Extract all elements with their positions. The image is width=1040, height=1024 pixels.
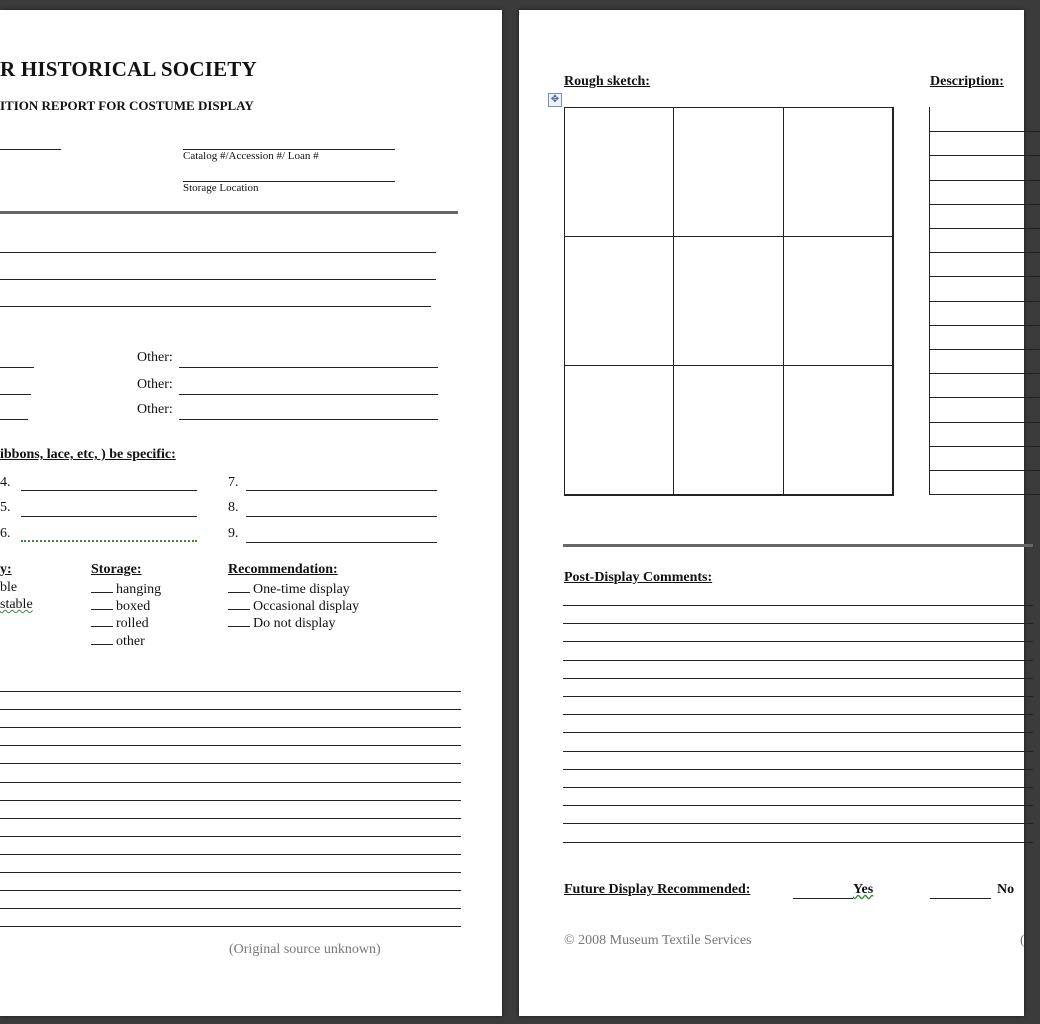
trim-field-line-6[interactable]	[21, 530, 197, 542]
storage-heading: Storage:	[91, 562, 142, 577]
rough-sketch-heading: Rough sketch:	[564, 74, 650, 89]
writing-line[interactable]	[0, 926, 461, 927]
writing-line[interactable]	[563, 842, 1033, 843]
sketch-cell[interactable]	[783, 236, 893, 366]
trim-number-4: 4.	[0, 475, 11, 490]
description-line[interactable]	[930, 228, 1040, 229]
writing-line[interactable]	[563, 714, 1033, 715]
footer-fragment: (	[1020, 933, 1025, 948]
writing-line[interactable]	[0, 818, 461, 819]
sketch-cell[interactable]	[783, 107, 893, 237]
description-line[interactable]	[930, 325, 1040, 326]
sketch-cell[interactable]	[564, 236, 674, 366]
condition-heading: y:	[0, 562, 12, 577]
recommendation-option-do-not[interactable]: Do not display	[228, 614, 335, 632]
description-line[interactable]	[930, 131, 1040, 132]
sketch-cell[interactable]	[673, 236, 783, 366]
writing-line[interactable]	[0, 782, 461, 783]
trim-field-line-9[interactable]	[246, 542, 437, 543]
condition-option-2: stable	[0, 597, 33, 612]
sketch-cell[interactable]	[564, 365, 674, 495]
writing-line[interactable]	[0, 727, 461, 728]
sketch-cell[interactable]	[783, 365, 893, 495]
description-line[interactable]	[930, 276, 1040, 277]
right-document-page	[519, 10, 1024, 1016]
writing-line[interactable]	[563, 751, 1033, 752]
yes-label: Yes	[853, 882, 874, 897]
description-line[interactable]	[930, 373, 1040, 374]
section-divider	[0, 211, 458, 214]
writing-line[interactable]	[0, 763, 461, 764]
description-line[interactable]	[930, 470, 1040, 471]
description-line-2[interactable]	[0, 279, 436, 280]
sketch-grid[interactable]	[564, 107, 894, 496]
report-subtitle: ITION REPORT FOR COSTUME DISPLAY	[0, 98, 254, 113]
other-field-line-3[interactable]	[179, 419, 438, 420]
trim-number-9: 9.	[228, 526, 239, 541]
other-label-1: Other:	[137, 350, 173, 365]
catalog-label: Catalog #/Accession #/ Loan #	[183, 150, 319, 162]
trim-field-line-8[interactable]	[246, 516, 437, 517]
writing-line[interactable]	[563, 660, 1033, 661]
writing-line[interactable]	[563, 696, 1033, 697]
writing-line[interactable]	[563, 623, 1033, 624]
writing-line[interactable]	[0, 836, 461, 837]
other-field-line-2[interactable]	[179, 394, 438, 395]
description-line[interactable]	[930, 180, 1040, 181]
writing-line[interactable]	[0, 890, 461, 891]
sketch-cell[interactable]	[673, 107, 783, 237]
storage-option-boxed[interactable]: boxed	[91, 597, 150, 615]
other-label-2: Other:	[137, 377, 173, 392]
trim-field-line-4[interactable]	[21, 490, 197, 491]
storage-option-other[interactable]: other	[91, 632, 145, 650]
description-line[interactable]	[930, 204, 1040, 205]
description-line-3[interactable]	[0, 306, 431, 307]
trim-number-6: 6.	[0, 526, 11, 541]
section-divider-right	[563, 544, 1033, 547]
storage-option-hanging[interactable]: hanging	[91, 580, 161, 598]
writing-line[interactable]	[563, 732, 1033, 733]
sketch-cell[interactable]	[673, 365, 783, 495]
storage-option-rolled[interactable]: rolled	[91, 614, 149, 632]
description-line[interactable]	[930, 397, 1040, 398]
description-line[interactable]	[930, 422, 1040, 423]
writing-line[interactable]	[563, 769, 1033, 770]
writing-line[interactable]	[563, 678, 1033, 679]
no-label: No	[997, 882, 1015, 897]
trim-field-line-5[interactable]	[21, 516, 197, 517]
writing-line[interactable]	[563, 605, 1033, 606]
material-line-3[interactable]	[0, 419, 28, 420]
field-line-top-left[interactable]	[0, 149, 61, 150]
recommendation-option-occasional[interactable]: Occasional display	[228, 597, 359, 615]
post-display-heading: Post-Display Comments:	[564, 570, 713, 585]
trim-field-line-7[interactable]	[246, 490, 437, 491]
trim-heading: ibbons, lace, etc, ) be specific:	[0, 447, 176, 462]
description-line[interactable]	[930, 446, 1040, 447]
source-note: (Original source unknown)	[229, 942, 381, 957]
condition-option-1: ble	[0, 580, 18, 595]
other-field-line-1[interactable]	[179, 367, 438, 368]
writing-line[interactable]	[0, 691, 461, 692]
writing-line[interactable]	[563, 641, 1033, 642]
writing-line[interactable]	[563, 805, 1033, 806]
description-lines-box[interactable]	[929, 107, 1040, 495]
future-display-label: Future Display Recommended:	[564, 882, 751, 897]
storage-location-label: Storage Location	[183, 182, 259, 194]
recommendation-option-one-time[interactable]: One-time display	[228, 580, 350, 598]
material-line-2[interactable]	[0, 394, 31, 395]
material-line-1[interactable]	[0, 367, 34, 368]
copyright-note: © 2008 Museum Textile Services	[564, 933, 752, 948]
society-title: R HISTORICAL SOCIETY	[0, 57, 257, 81]
writing-line[interactable]	[563, 787, 1033, 788]
writing-line[interactable]	[0, 872, 461, 873]
recommendation-heading: Recommendation:	[228, 562, 338, 577]
writing-line[interactable]	[0, 709, 461, 710]
description-line[interactable]	[930, 252, 1040, 253]
trim-number-7: 7.	[228, 475, 239, 490]
yes-field-line[interactable]	[793, 898, 853, 899]
description-line-1[interactable]	[0, 252, 436, 253]
description-line[interactable]	[930, 349, 1040, 350]
writing-line[interactable]	[0, 908, 461, 909]
no-field-line[interactable]	[930, 898, 991, 899]
table-move-handle-icon[interactable]: ✥	[548, 93, 562, 107]
trim-number-5: 5.	[0, 500, 11, 515]
left-document-page	[0, 10, 502, 1016]
writing-line[interactable]	[563, 823, 1033, 824]
description-line[interactable]	[930, 301, 1040, 302]
description-heading: Description:	[930, 74, 1004, 89]
writing-line[interactable]	[0, 800, 461, 801]
writing-line[interactable]	[0, 854, 461, 855]
writing-line[interactable]	[0, 745, 461, 746]
description-line[interactable]	[930, 155, 1040, 156]
trim-number-8: 8.	[228, 500, 239, 515]
other-label-3: Other:	[137, 402, 173, 417]
sketch-cell[interactable]	[564, 107, 674, 237]
